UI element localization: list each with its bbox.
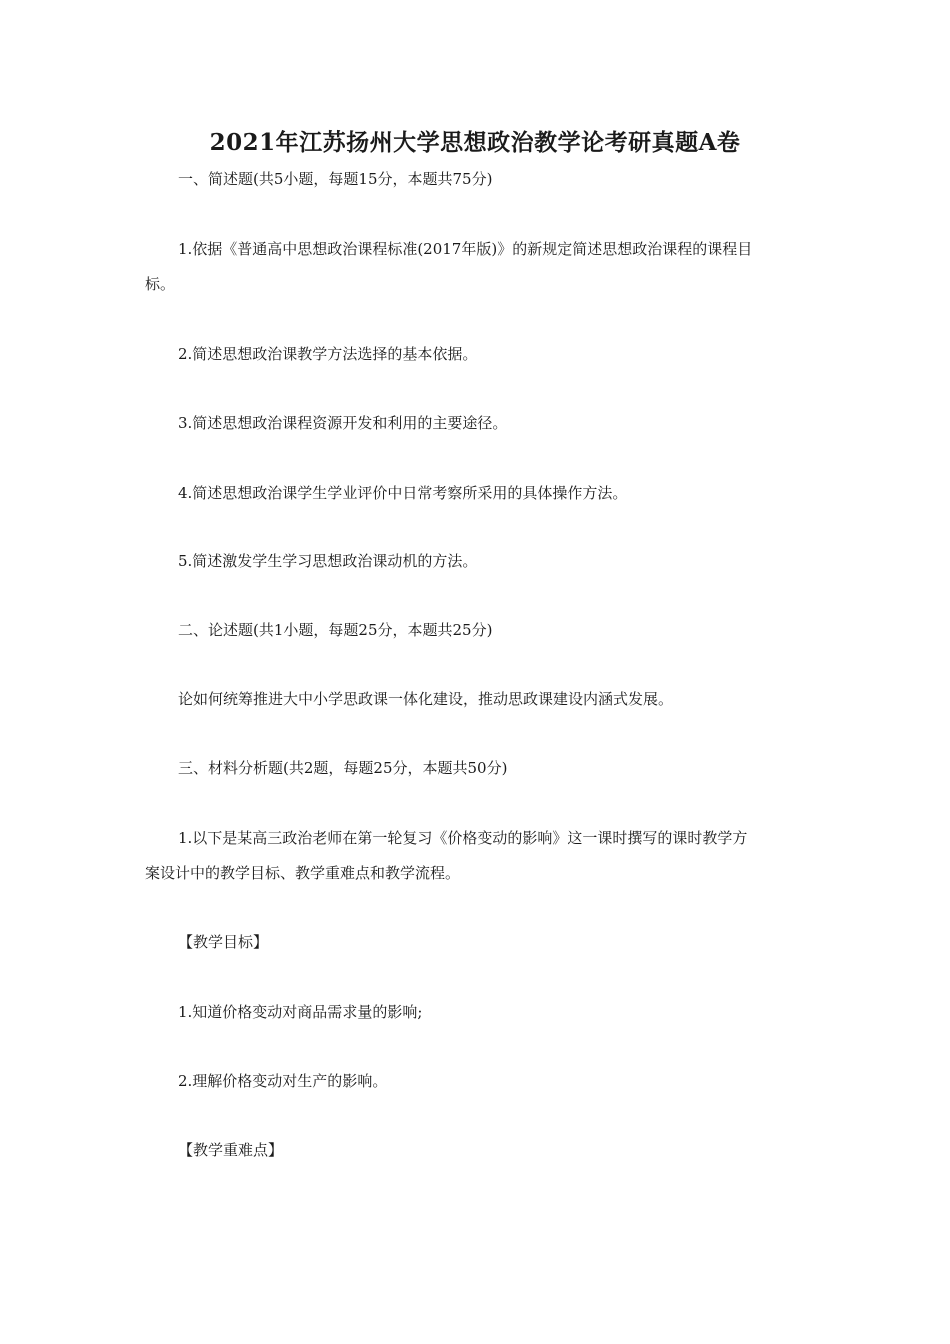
section3-heading: 三、材料分析题(共2题，每题25分，本题共50分) (178, 759, 508, 777)
section1-heading: 一、简述题(共5小题，每题15分，本题共75分) (178, 170, 493, 188)
key-points-heading: 【教学重难点】 (178, 1141, 284, 1159)
goal-1: 1.知道价格变动对商品需求量的影响; (178, 1003, 423, 1021)
question-2: 2.简述思想政治课教学方法选择的基本依据。 (178, 345, 478, 363)
question-3: 3.简述思想政治课程资源开发和利用的主要途径。 (178, 414, 508, 432)
question-4: 4.简述思想政治课学生学业评价中日常考察所采用的具体操作方法。 (178, 484, 628, 502)
document-title: 2021年江苏扬州大学思想政治教学论考研真题A卷 (209, 129, 741, 156)
question-5: 5.简述激发学生学习思想政治课动机的方法。 (178, 552, 478, 570)
question-1-line-1: 1.依据《普通高中思想政治课程标准(2017年版)》的新规定简述思想政治课程的课程目 (178, 240, 753, 258)
material-question-line-2: 案设计中的教学目标、教学重难点和教学流程。 (145, 864, 461, 882)
question-1-line-2: 标。 (145, 275, 176, 293)
goals-heading: 【教学目标】 (178, 933, 269, 951)
goal-2: 2.理解价格变动对生产的影响。 (178, 1072, 388, 1090)
essay-question: 论如何统筹推进大中小学思政课一体化建设，推动思政课建设内涵式发展。 (178, 690, 674, 708)
section2-heading: 二、论述题(共1小题，每题25分，本题共25分) (178, 621, 493, 639)
material-question-line-1: 1.以下是某高三政治老师在第一轮复习《价格变动的影响》这一课时撰写的课时教学方 (178, 829, 748, 847)
